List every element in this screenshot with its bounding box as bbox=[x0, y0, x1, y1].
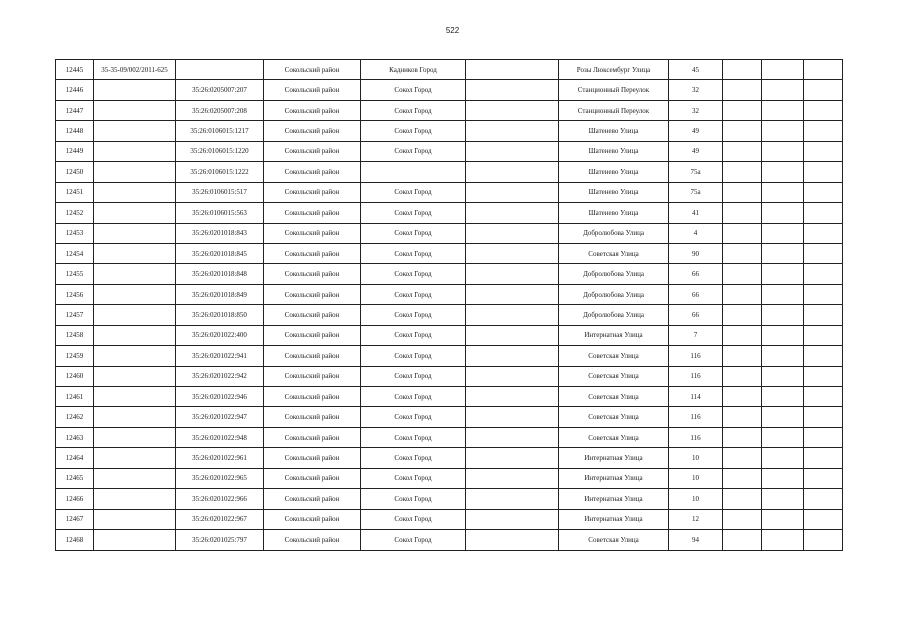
page-number: 522 bbox=[445, 26, 460, 35]
table-row bbox=[56, 448, 843, 468]
cadastral-number-cell bbox=[176, 60, 264, 80]
extra-cell-3 bbox=[804, 121, 843, 141]
extra-cell-3 bbox=[804, 325, 843, 345]
settlement-cell: Сокол Город bbox=[361, 203, 466, 223]
extra-cell-2 bbox=[762, 182, 804, 202]
extra-cell-1 bbox=[723, 407, 762, 427]
extra-cell-3 bbox=[804, 80, 843, 100]
district-cell: Сокольский район bbox=[264, 243, 361, 263]
locality-cell bbox=[466, 407, 559, 427]
settlement-cell: Сокол Город bbox=[361, 80, 466, 100]
settlement-cell: Сокол Город bbox=[361, 325, 466, 345]
extra-cell-1 bbox=[723, 182, 762, 202]
settlement-cell: Сокол Город bbox=[361, 366, 466, 386]
registration-number-cell bbox=[94, 305, 176, 325]
record-number-cell: 12449 bbox=[56, 141, 94, 161]
table-row bbox=[56, 141, 843, 161]
settlement-cell: Сокол Город bbox=[361, 468, 466, 488]
street-cell: Советская Улица bbox=[559, 366, 669, 386]
house-number-cell: 10 bbox=[669, 489, 723, 509]
extra-cell-2 bbox=[762, 427, 804, 447]
registration-number-cell bbox=[94, 448, 176, 468]
house-number-cell: 49 bbox=[669, 121, 723, 141]
street-cell: Интернатная Улица bbox=[559, 448, 669, 468]
locality-cell bbox=[466, 305, 559, 325]
extra-cell-3 bbox=[804, 223, 843, 243]
cadastral-number-cell: 35:26:0205007:207 bbox=[176, 80, 264, 100]
extra-cell-2 bbox=[762, 223, 804, 243]
locality-cell bbox=[466, 387, 559, 407]
district-cell: Сокольский район bbox=[264, 162, 361, 182]
locality-cell bbox=[466, 325, 559, 345]
cadastral-number-cell: 35:26:0201025:797 bbox=[176, 530, 264, 550]
registration-number-cell bbox=[94, 325, 176, 345]
extra-cell-1 bbox=[723, 203, 762, 223]
district-cell: Сокольский район bbox=[264, 468, 361, 488]
house-number-cell: 66 bbox=[669, 284, 723, 304]
registration-number-cell bbox=[94, 284, 176, 304]
street-cell: Советская Улица bbox=[559, 407, 669, 427]
street-cell: Шатенево Улица bbox=[559, 141, 669, 161]
extra-cell-1 bbox=[723, 162, 762, 182]
extra-cell-1 bbox=[723, 427, 762, 447]
house-number-cell: 116 bbox=[669, 427, 723, 447]
extra-cell-3 bbox=[804, 509, 843, 529]
locality-cell bbox=[466, 530, 559, 550]
record-number-cell: 12464 bbox=[56, 448, 94, 468]
district-cell: Сокольский район bbox=[264, 346, 361, 366]
house-number-cell: 116 bbox=[669, 346, 723, 366]
locality-cell bbox=[466, 366, 559, 386]
extra-cell-2 bbox=[762, 121, 804, 141]
record-number-cell: 12445 bbox=[56, 60, 94, 80]
extra-cell-2 bbox=[762, 489, 804, 509]
registration-number-cell bbox=[94, 427, 176, 447]
street-cell: Советская Улица bbox=[559, 387, 669, 407]
district-cell: Сокольский район bbox=[264, 509, 361, 529]
extra-cell-1 bbox=[723, 60, 762, 80]
table-row bbox=[56, 284, 843, 304]
extra-cell-1 bbox=[723, 121, 762, 141]
extra-cell-3 bbox=[804, 468, 843, 488]
extra-cell-2 bbox=[762, 60, 804, 80]
district-cell: Сокольский район bbox=[264, 387, 361, 407]
extra-cell-3 bbox=[804, 530, 843, 550]
table-row bbox=[56, 530, 843, 550]
record-number-cell: 12457 bbox=[56, 305, 94, 325]
table-row bbox=[56, 305, 843, 325]
settlement-cell: Сокол Город bbox=[361, 387, 466, 407]
extra-cell-3 bbox=[804, 489, 843, 509]
registry-table bbox=[55, 59, 843, 551]
extra-cell-3 bbox=[804, 60, 843, 80]
settlement-cell: Сокол Город bbox=[361, 264, 466, 284]
registration-number-cell bbox=[94, 407, 176, 427]
extra-cell-3 bbox=[804, 100, 843, 120]
table-row bbox=[56, 223, 843, 243]
locality-cell bbox=[466, 80, 559, 100]
registration-number-cell bbox=[94, 509, 176, 529]
table-row bbox=[56, 366, 843, 386]
house-number-cell: 114 bbox=[669, 387, 723, 407]
cadastral-number-cell: 35:26:0201018:849 bbox=[176, 284, 264, 304]
extra-cell-2 bbox=[762, 80, 804, 100]
extra-cell-1 bbox=[723, 305, 762, 325]
district-cell: Сокольский район bbox=[264, 325, 361, 345]
extra-cell-3 bbox=[804, 387, 843, 407]
registration-number-cell bbox=[94, 121, 176, 141]
table-row bbox=[56, 325, 843, 345]
locality-cell bbox=[466, 448, 559, 468]
record-number-cell: 12448 bbox=[56, 121, 94, 141]
table-row bbox=[56, 509, 843, 529]
district-cell: Сокольский район bbox=[264, 427, 361, 447]
house-number-cell: 12 bbox=[669, 509, 723, 529]
street-cell: Добролюбова Улица bbox=[559, 284, 669, 304]
table-row bbox=[56, 407, 843, 427]
extra-cell-1 bbox=[723, 530, 762, 550]
extra-cell-1 bbox=[723, 223, 762, 243]
locality-cell bbox=[466, 60, 559, 80]
record-number-cell: 12458 bbox=[56, 325, 94, 345]
extra-cell-1 bbox=[723, 468, 762, 488]
street-cell: Интернатная Улица bbox=[559, 509, 669, 529]
house-number-cell: 75а bbox=[669, 162, 723, 182]
extra-cell-1 bbox=[723, 509, 762, 529]
cadastral-number-cell: 35:26:0201018:845 bbox=[176, 243, 264, 263]
settlement-cell: Кадников Город bbox=[361, 60, 466, 80]
extra-cell-3 bbox=[804, 407, 843, 427]
registration-number-cell bbox=[94, 80, 176, 100]
record-number-cell: 12450 bbox=[56, 162, 94, 182]
registration-number-cell bbox=[94, 182, 176, 202]
registration-number-cell bbox=[94, 100, 176, 120]
district-cell: Сокольский район bbox=[264, 284, 361, 304]
district-cell: Сокольский район bbox=[264, 100, 361, 120]
registration-number-cell bbox=[94, 264, 176, 284]
locality-cell bbox=[466, 223, 559, 243]
record-number-cell: 12465 bbox=[56, 468, 94, 488]
locality-cell bbox=[466, 489, 559, 509]
extra-cell-1 bbox=[723, 284, 762, 304]
cadastral-number-cell: 35:26:0106015:563 bbox=[176, 203, 264, 223]
house-number-cell: 66 bbox=[669, 305, 723, 325]
cadastral-number-cell: 35:26:0201022:941 bbox=[176, 346, 264, 366]
district-cell: Сокольский район bbox=[264, 203, 361, 223]
extra-cell-3 bbox=[804, 366, 843, 386]
district-cell: Сокольский район bbox=[264, 141, 361, 161]
locality-cell bbox=[466, 468, 559, 488]
extra-cell-2 bbox=[762, 346, 804, 366]
extra-cell-2 bbox=[762, 305, 804, 325]
settlement-cell: Сокол Город bbox=[361, 121, 466, 141]
extra-cell-1 bbox=[723, 80, 762, 100]
extra-cell-2 bbox=[762, 264, 804, 284]
registration-number-cell: 35-35-09/002/2011-625 bbox=[94, 60, 176, 80]
settlement-cell: Сокол Город bbox=[361, 427, 466, 447]
street-cell: Станционный Переулок bbox=[559, 100, 669, 120]
table-row bbox=[56, 182, 843, 202]
extra-cell-2 bbox=[762, 141, 804, 161]
cadastral-number-cell: 35:26:0201022:948 bbox=[176, 427, 264, 447]
cadastral-number-cell: 35:26:0201022:942 bbox=[176, 366, 264, 386]
district-cell: Сокольский район bbox=[264, 366, 361, 386]
extra-cell-1 bbox=[723, 100, 762, 120]
registration-number-cell bbox=[94, 366, 176, 386]
street-cell: Шатенево Улица bbox=[559, 182, 669, 202]
settlement-cell: Сокол Город bbox=[361, 243, 466, 263]
table-row bbox=[56, 243, 843, 263]
street-cell: Добролюбова Улица bbox=[559, 264, 669, 284]
record-number-cell: 12462 bbox=[56, 407, 94, 427]
street-cell: Шатенево Улица bbox=[559, 162, 669, 182]
record-number-cell: 12456 bbox=[56, 284, 94, 304]
registration-number-cell bbox=[94, 243, 176, 263]
extra-cell-2 bbox=[762, 530, 804, 550]
house-number-cell: 90 bbox=[669, 243, 723, 263]
record-number-cell: 12454 bbox=[56, 243, 94, 263]
record-number-cell: 12467 bbox=[56, 509, 94, 529]
extra-cell-3 bbox=[804, 448, 843, 468]
district-cell: Сокольский район bbox=[264, 121, 361, 141]
table-row bbox=[56, 203, 843, 223]
street-cell: Добролюбова Улица bbox=[559, 305, 669, 325]
house-number-cell: 116 bbox=[669, 366, 723, 386]
locality-cell bbox=[466, 141, 559, 161]
cadastral-number-cell: 35:26:0201022:967 bbox=[176, 509, 264, 529]
extra-cell-2 bbox=[762, 284, 804, 304]
district-cell: Сокольский район bbox=[264, 448, 361, 468]
locality-cell bbox=[466, 162, 559, 182]
table-row bbox=[56, 468, 843, 488]
locality-cell bbox=[466, 346, 559, 366]
house-number-cell: 32 bbox=[669, 80, 723, 100]
cadastral-number-cell: 35:26:0201022:947 bbox=[176, 407, 264, 427]
street-cell: Советская Улица bbox=[559, 427, 669, 447]
extra-cell-2 bbox=[762, 162, 804, 182]
record-number-cell: 12452 bbox=[56, 203, 94, 223]
locality-cell bbox=[466, 427, 559, 447]
record-number-cell: 12453 bbox=[56, 223, 94, 243]
extra-cell-1 bbox=[723, 141, 762, 161]
cadastral-number-cell: 35:26:0201022:965 bbox=[176, 468, 264, 488]
extra-cell-3 bbox=[804, 284, 843, 304]
street-cell: Розы Люксембург Улица bbox=[559, 60, 669, 80]
district-cell: Сокольский район bbox=[264, 223, 361, 243]
cadastral-number-cell: 35:26:0106015:1222 bbox=[176, 162, 264, 182]
district-cell: Сокольский район bbox=[264, 60, 361, 80]
extra-cell-2 bbox=[762, 448, 804, 468]
extra-cell-3 bbox=[804, 346, 843, 366]
house-number-cell: 66 bbox=[669, 264, 723, 284]
extra-cell-3 bbox=[804, 427, 843, 447]
registration-number-cell bbox=[94, 346, 176, 366]
cadastral-number-cell: 35:26:0205007:208 bbox=[176, 100, 264, 120]
extra-cell-3 bbox=[804, 243, 843, 263]
table-row bbox=[56, 60, 843, 80]
house-number-cell: 75а bbox=[669, 182, 723, 202]
extra-cell-3 bbox=[804, 141, 843, 161]
table-row bbox=[56, 427, 843, 447]
settlement-cell: Сокол Город bbox=[361, 305, 466, 325]
table-row bbox=[56, 387, 843, 407]
extra-cell-1 bbox=[723, 264, 762, 284]
house-number-cell: 7 bbox=[669, 325, 723, 345]
record-number-cell: 12455 bbox=[56, 264, 94, 284]
extra-cell-2 bbox=[762, 203, 804, 223]
street-cell: Советская Улица bbox=[559, 530, 669, 550]
settlement-cell: Сокол Город bbox=[361, 223, 466, 243]
settlement-cell: Сокол Город bbox=[361, 448, 466, 468]
house-number-cell: 116 bbox=[669, 407, 723, 427]
extra-cell-1 bbox=[723, 387, 762, 407]
extra-cell-1 bbox=[723, 366, 762, 386]
district-cell: Сокольский район bbox=[264, 182, 361, 202]
settlement-cell: Сокол Город bbox=[361, 530, 466, 550]
registration-number-cell bbox=[94, 468, 176, 488]
registration-number-cell bbox=[94, 223, 176, 243]
street-cell: Советская Улица bbox=[559, 243, 669, 263]
record-number-cell: 12447 bbox=[56, 100, 94, 120]
settlement-cell: Сокол Город bbox=[361, 489, 466, 509]
settlement-cell: Сокол Город bbox=[361, 284, 466, 304]
settlement-cell: Сокол Город bbox=[361, 182, 466, 202]
house-number-cell: 4 bbox=[669, 223, 723, 243]
settlement-cell: Сокол Город bbox=[361, 407, 466, 427]
cadastral-number-cell: 35:26:0106015:1217 bbox=[176, 121, 264, 141]
settlement-cell: Сокол Город bbox=[361, 346, 466, 366]
extra-cell-2 bbox=[762, 407, 804, 427]
extra-cell-1 bbox=[723, 489, 762, 509]
house-number-cell: 45 bbox=[669, 60, 723, 80]
cadastral-number-cell: 35:26:0106015:517 bbox=[176, 182, 264, 202]
record-number-cell: 12460 bbox=[56, 366, 94, 386]
extra-cell-2 bbox=[762, 509, 804, 529]
district-cell: Сокольский район bbox=[264, 489, 361, 509]
locality-cell bbox=[466, 121, 559, 141]
locality-cell bbox=[466, 509, 559, 529]
record-number-cell: 12459 bbox=[56, 346, 94, 366]
extra-cell-2 bbox=[762, 468, 804, 488]
record-number-cell: 12451 bbox=[56, 182, 94, 202]
extra-cell-2 bbox=[762, 243, 804, 263]
cadastral-number-cell: 35:26:0201018:850 bbox=[176, 305, 264, 325]
settlement-cell: Сокол Город bbox=[361, 100, 466, 120]
district-cell: Сокольский район bbox=[264, 305, 361, 325]
house-number-cell: 10 bbox=[669, 448, 723, 468]
cadastral-number-cell: 35:26:0201022:961 bbox=[176, 448, 264, 468]
extra-cell-3 bbox=[804, 305, 843, 325]
locality-cell bbox=[466, 182, 559, 202]
settlement-cell: Сокол Город bbox=[361, 509, 466, 529]
extra-cell-3 bbox=[804, 162, 843, 182]
registration-number-cell bbox=[94, 141, 176, 161]
extra-cell-2 bbox=[762, 387, 804, 407]
district-cell: Сокольский район bbox=[264, 407, 361, 427]
street-cell: Интернатная Улица bbox=[559, 468, 669, 488]
house-number-cell: 49 bbox=[669, 141, 723, 161]
table-row bbox=[56, 346, 843, 366]
extra-cell-2 bbox=[762, 366, 804, 386]
house-number-cell: 41 bbox=[669, 203, 723, 223]
table-row bbox=[56, 489, 843, 509]
district-cell: Сокольский район bbox=[264, 80, 361, 100]
table-row bbox=[56, 121, 843, 141]
record-number-cell: 12446 bbox=[56, 80, 94, 100]
cadastral-number-cell: 35:26:0201022:966 bbox=[176, 489, 264, 509]
extra-cell-1 bbox=[723, 243, 762, 263]
table-row bbox=[56, 162, 843, 182]
extra-cell-3 bbox=[804, 203, 843, 223]
locality-cell bbox=[466, 203, 559, 223]
registration-number-cell bbox=[94, 162, 176, 182]
house-number-cell: 10 bbox=[669, 468, 723, 488]
record-number-cell: 12463 bbox=[56, 427, 94, 447]
house-number-cell: 94 bbox=[669, 530, 723, 550]
locality-cell bbox=[466, 243, 559, 263]
extra-cell-2 bbox=[762, 325, 804, 345]
record-number-cell: 12466 bbox=[56, 489, 94, 509]
street-cell: Шатенево Улица bbox=[559, 121, 669, 141]
registration-number-cell bbox=[94, 203, 176, 223]
locality-cell bbox=[466, 284, 559, 304]
street-cell: Интернатная Улица bbox=[559, 489, 669, 509]
extra-cell-3 bbox=[804, 182, 843, 202]
cadastral-number-cell: 35:26:0201018:848 bbox=[176, 264, 264, 284]
cadastral-number-cell: 35:26:0106015:1220 bbox=[176, 141, 264, 161]
street-cell: Советская Улица bbox=[559, 346, 669, 366]
street-cell: Шатенево Улица bbox=[559, 203, 669, 223]
registration-number-cell bbox=[94, 489, 176, 509]
settlement-cell bbox=[361, 162, 466, 182]
table-row bbox=[56, 264, 843, 284]
table-row bbox=[56, 80, 843, 100]
street-cell: Станционный Переулок bbox=[559, 80, 669, 100]
street-cell: Интернатная Улица bbox=[559, 325, 669, 345]
cadastral-number-cell: 35:26:0201018:843 bbox=[176, 223, 264, 243]
record-number-cell: 12468 bbox=[56, 530, 94, 550]
extra-cell-2 bbox=[762, 100, 804, 120]
locality-cell bbox=[466, 100, 559, 120]
locality-cell bbox=[466, 264, 559, 284]
table-row bbox=[56, 100, 843, 120]
extra-cell-1 bbox=[723, 346, 762, 366]
cadastral-number-cell: 35:26:0201022:400 bbox=[176, 325, 264, 345]
extra-cell-3 bbox=[804, 264, 843, 284]
extra-cell-1 bbox=[723, 448, 762, 468]
registration-number-cell bbox=[94, 387, 176, 407]
street-cell: Добролюбова Улица bbox=[559, 223, 669, 243]
house-number-cell: 32 bbox=[669, 100, 723, 120]
district-cell: Сокольский район bbox=[264, 264, 361, 284]
registry-table-body bbox=[56, 60, 843, 551]
registration-number-cell bbox=[94, 530, 176, 550]
district-cell: Сокольский район bbox=[264, 530, 361, 550]
record-number-cell: 12461 bbox=[56, 387, 94, 407]
settlement-cell: Сокол Город bbox=[361, 141, 466, 161]
cadastral-number-cell: 35:26:0201022:946 bbox=[176, 387, 264, 407]
extra-cell-1 bbox=[723, 325, 762, 345]
